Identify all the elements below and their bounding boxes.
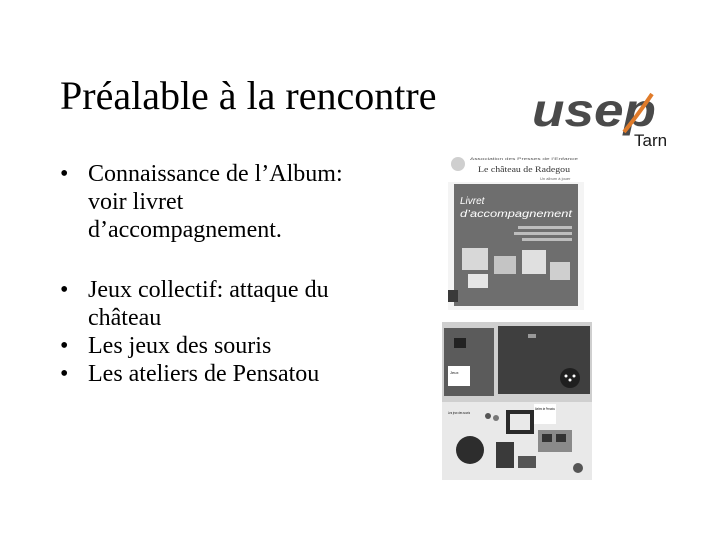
usep-tarn-logo: [528, 82, 676, 150]
booklet-subtitle: Un album à jouer: [540, 176, 571, 181]
logo-letter-u: usep: [532, 84, 656, 136]
booklet-cover-title-1: Livret: [460, 196, 485, 207]
booklet-cover-title-2: d’accompagnement: [460, 209, 574, 220]
booklet-header: Association des Presses de l’Enfance: [470, 156, 580, 161]
bullet-item: • Les ateliers de Pensatou: [58, 360, 358, 388]
bullet-item: • Jeux collectif: attaque du château: [58, 276, 358, 332]
bullet-item: • Les jeux des souris: [58, 332, 358, 360]
games-photo-collage: [442, 322, 592, 480]
bullet-list: [58, 160, 358, 388]
booklet-book-title: Le château de Radegou: [478, 165, 570, 174]
slide-title: Préalable à la rencontre: [60, 73, 437, 118]
logo-region: Tarn: [634, 131, 668, 150]
photo-card-label: Ateliers de Pensatou: [535, 407, 556, 411]
photo-card-label: Jeux: [450, 370, 459, 375]
booklet-cover-image: [448, 152, 584, 310]
bullet-item: • Connaissance de l’Album: voir livret d’accompagnement.: [58, 160, 358, 244]
photo-card-label: Les jeux des souris: [448, 411, 471, 415]
